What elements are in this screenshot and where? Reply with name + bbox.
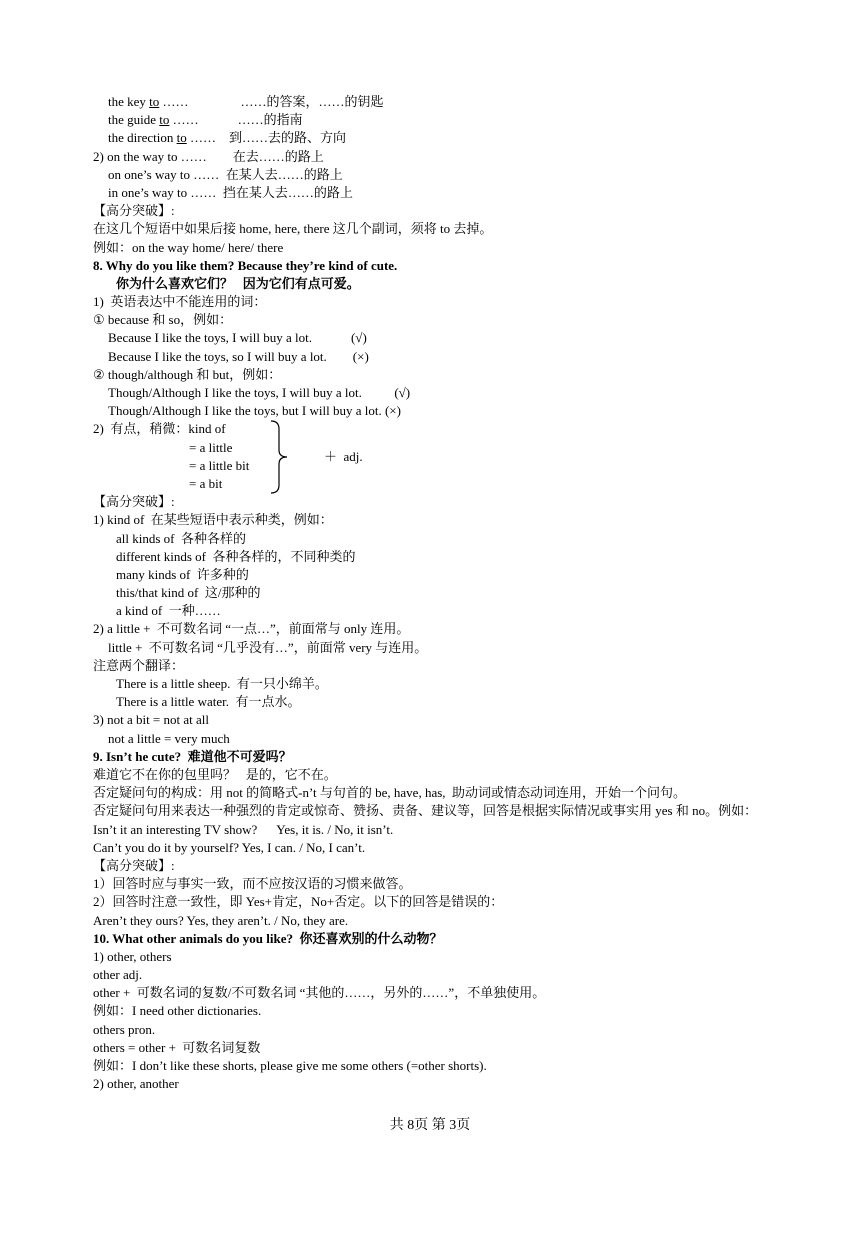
text-line: 1) other, others <box>93 948 172 964</box>
text-line: the guide to …… ……的指南 <box>108 112 303 128</box>
heading-9: 9. Isn’t he cute? 难道他不可爱吗？ <box>93 748 292 764</box>
text-paragraph: 否定疑问句用来表达一种强烈的肯定或惊奇、赞扬、责备、建议等，回答是根据实际情况或事实用 yes 和 no。例如： <box>93 803 758 819</box>
text-line: in one’s way to …… 挡在某人去……的路上 <box>108 184 353 200</box>
heading-10: 10. What other animals do you like? 你还喜欢别的什么动物？ <box>93 930 443 946</box>
text-line: 1）回答时应与事实一致，而不应按汉语的习惯来做答。 <box>93 876 412 892</box>
list-item: this/that kind of 这/那种的 <box>116 585 261 601</box>
list-item: many kinds of 许多种的 <box>116 566 249 582</box>
example-line: Aren’t they ours? Yes, they aren’t. / No, they are. <box>93 912 349 928</box>
text-line: ② though/although 和 but，例如： <box>93 366 282 382</box>
text-line: 难道它不在你的包里吗？ 是的，它不在。 <box>93 766 337 782</box>
list-item: all kinds of 各种各样的 <box>116 530 246 546</box>
text-line: 2）回答时注意一致性，即 Yes+肯定，No+否定。以下的回答是错误的： <box>93 894 504 910</box>
brace-result: ＋ adj. <box>324 449 363 465</box>
example-line: Though/Although I like the toys, I will buy a lot. (√) <box>108 385 411 400</box>
text-line: 否定疑问句的构成：用 not 的简略式-n’t 与句首的 be, have, has, 助动词或情态动词连用，开始一个问句。 <box>93 785 687 801</box>
list-item: different kinds of 各种各样的，不同种类的 <box>116 548 356 564</box>
example-line: Because I like the toys, so I will buy a lot. (×) <box>108 348 369 364</box>
kind-of-group <box>93 420 783 493</box>
text-line: the key to …… ……的答案，……的钥匙 <box>108 94 384 109</box>
example-line: Can’t you do it by yourself? Yes, I can. / No, I can’t. <box>93 839 366 855</box>
text-line: other adj. <box>93 967 143 983</box>
text-line: 在这几个短语中如果后接 home, here, there 这几个副词，须将 to 去掉。 <box>93 221 493 237</box>
text-line: 例如：I need other dictionaries. <box>93 1003 262 1019</box>
text-line: 1) kind of 在某些短语中表示种类，例如： <box>93 512 333 528</box>
text-line: not a little = very much <box>108 730 230 746</box>
list-item: a kind of 一种…… <box>116 603 221 619</box>
example-line: Isn’t it an interesting TV show? Yes, it is. / No, it isn’t. <box>93 821 394 837</box>
text-line: other + 可数名词的复数/不可数名词 “其他的……，另外的……”，不单独使用。 <box>93 985 546 1001</box>
section-label: 【高分突破】: <box>93 203 175 219</box>
text-line: = a little bit <box>189 457 250 473</box>
text-line: = a bit <box>189 475 223 491</box>
example-line: There is a little water. 有一点水。 <box>116 694 301 710</box>
text-line: 3) not a bit = not at all <box>93 712 210 728</box>
heading-8-translation: 你为什么喜欢它们？ 因为它们有点可爱。 <box>116 275 360 291</box>
right-brace-icon <box>269 420 291 494</box>
text-line: = a little <box>189 439 233 455</box>
text-line: others = other + 可数名词复数 <box>93 1039 261 1055</box>
example-line: Because I like the toys, I will buy a lot. (√) <box>108 330 367 346</box>
section-label: 【高分突破】: <box>93 857 175 873</box>
example-line: Though/Although I like the toys, but I will buy a lot. (×) <box>108 403 401 419</box>
text-line: others pron. <box>93 1021 156 1037</box>
text-line: 2) a little + 不可数名词 “一点…”，前面常与 only 连用。 <box>93 621 410 637</box>
text-line: the direction to …… 到……去的路、方向 <box>108 130 346 146</box>
heading-8: 8. Why do you like them? Because they’re kind of cute. <box>93 257 398 273</box>
text-line: 注意两个翻译： <box>93 657 185 673</box>
example-line: 例如：I don’t like these shorts, please give me some others (=other shorts). <box>93 1058 487 1073</box>
text-line: 1) 英语表达中不能连用的词： <box>93 294 267 310</box>
text-line: on one’s way to …… 在某人去……的路上 <box>108 166 343 182</box>
document-page <box>93 93 783 1093</box>
text-line: ① because 和 so，例如： <box>93 312 233 328</box>
example-line: There is a little sheep. 有一只小绵羊。 <box>116 676 328 692</box>
text-line: 2) other, another <box>93 1076 179 1092</box>
text-line: little + 不可数名词 “几乎没有…”，前面常 very 与连用。 <box>108 639 428 655</box>
text-line: 2) 有点，稍微：kind of <box>93 421 226 437</box>
section-label: 【高分突破】: <box>93 494 175 510</box>
text-line: 2) on the way to …… 在去……的路上 <box>93 148 324 164</box>
text-line: 例如：on the way home/ here/ there <box>93 239 284 255</box>
page-footer: 共 8页 第 3页 <box>389 1118 471 1133</box>
